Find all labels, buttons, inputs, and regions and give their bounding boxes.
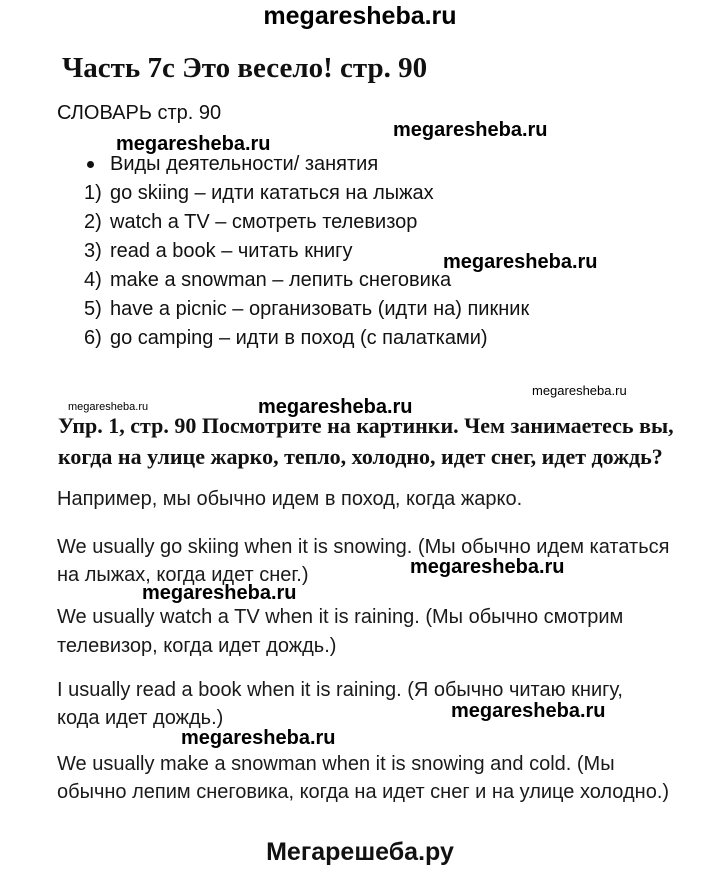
- list-item: [84, 295, 529, 324]
- item-number: 1): [84, 182, 102, 204]
- vocab-bullet-item: [84, 150, 529, 179]
- answer-3-line1: I usually read a book when it is raining. (Я обычно читаю книгу,: [57, 679, 623, 701]
- watermark: megaresheba.ru: [532, 383, 627, 398]
- item-number: 4): [84, 269, 102, 291]
- item-number: 5): [84, 298, 102, 320]
- example-text: Например, мы обычно идем в поход, когда жарко.: [57, 488, 523, 510]
- task-heading-line2: когда на улице жарко, тепло, холодно, идет снег, идет дождь?: [58, 444, 663, 469]
- watermark: megaresheba.ru: [116, 133, 271, 155]
- vocab-heading: СЛОВАРЬ стр. 90: [57, 102, 222, 124]
- bullet-icon: [87, 161, 94, 168]
- answer-3-line2: кода идет дождь.): [57, 707, 224, 729]
- list-item: [84, 179, 529, 208]
- watermark: megaresheba.ru: [68, 401, 149, 413]
- watermark: megaresheba.ru: [410, 556, 565, 578]
- list-item: [84, 208, 529, 237]
- item-text: watch a TV – смотреть телевизор: [110, 211, 418, 233]
- answer-4-line1: We usually make a snowman when it is snowing and cold. (Мы: [57, 753, 615, 775]
- answer-2-line2: телевизор, когда идет дождь.): [57, 635, 337, 657]
- vocab-bullet-text: Виды деятельности/ занятия: [110, 153, 379, 175]
- watermark: megaresheba.ru: [393, 119, 548, 141]
- list-item: [84, 266, 529, 295]
- watermark: megaresheba.ru: [451, 700, 606, 722]
- item-number: 2): [84, 211, 102, 233]
- list-item: [84, 237, 529, 266]
- list-item: [84, 324, 529, 353]
- item-text: read a book – читать книгу: [110, 240, 353, 262]
- answer-4-line2: обычно лепим снеговика, когда на идет снег и на улице холодно.): [57, 781, 670, 803]
- item-text: go camping – идти в поход (с палатками): [110, 327, 488, 349]
- item-text: go skiing – идти кататься на лыжах: [110, 182, 434, 204]
- item-text: have a picnic – организовать (идти на) пикник: [110, 298, 530, 320]
- item-text: make a snowman – лепить снеговика: [110, 269, 452, 291]
- watermark: megaresheba.ru: [181, 727, 336, 749]
- task-heading-line1: Упр. 1, стр. 90 Посмотрите на картинки. Чем занимаетесь вы,: [58, 413, 674, 438]
- answer-1-line2: на лыжах, когда идет снег.): [57, 564, 309, 586]
- answer-2-line1: We usually watch a TV when it is raining. (Мы обычно смотрим: [57, 606, 624, 628]
- item-number: 6): [84, 327, 102, 349]
- watermark: megaresheba.ru: [258, 396, 413, 418]
- item-number: 3): [84, 240, 102, 262]
- watermark: megaresheba.ru: [142, 582, 297, 604]
- vocab-list: [84, 150, 529, 353]
- answer-1-line1: We usually go skiing when it is snowing. (Мы обычно идем кататься: [57, 536, 670, 558]
- footer-watermark: Мегарешеба.ру: [266, 838, 454, 866]
- watermark: megaresheba.ru: [443, 251, 598, 273]
- watermark-top: megaresheba.ru: [263, 2, 457, 30]
- page-title: Часть 7c Это весело! стр. 90: [62, 52, 428, 84]
